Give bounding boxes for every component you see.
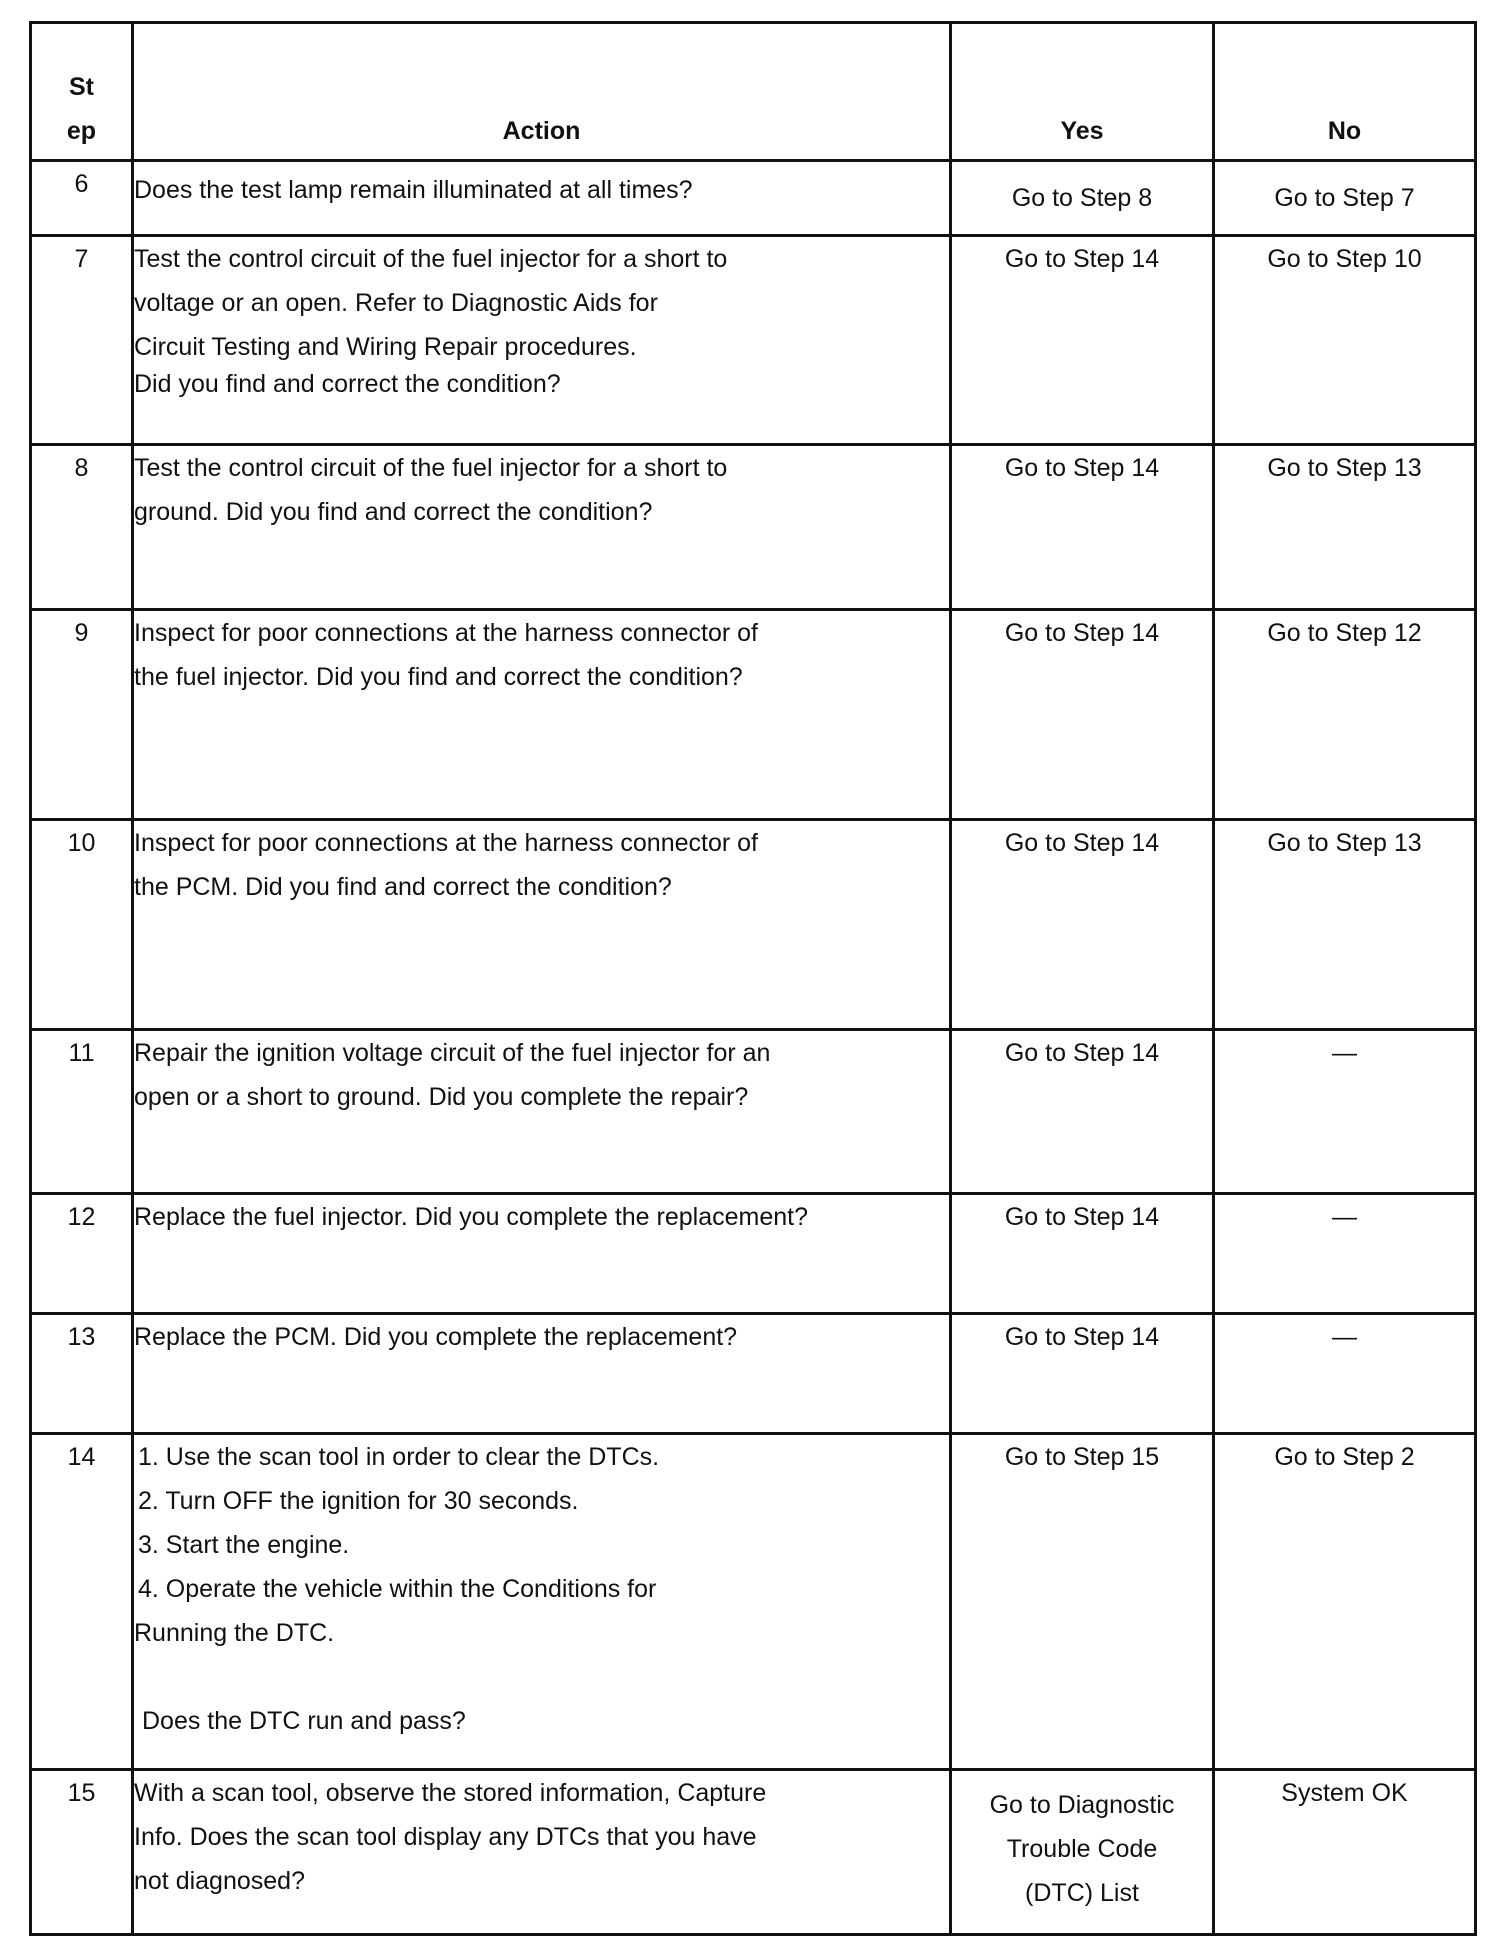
action-line: With a scan tool, observe the stored information, Capture	[134, 1779, 767, 1807]
action-line: Inspect for poor connections at the harness connector of	[134, 619, 758, 647]
table-row-step-15	[31, 1770, 1476, 1935]
header-step-line-1: St	[69, 73, 94, 101]
yes-text: Go to Step 14	[1004, 454, 1160, 482]
step-number: 10	[31, 820, 133, 1030]
step-number: 14	[31, 1434, 133, 1770]
table-row-step-8	[31, 445, 1476, 610]
action-cell	[133, 1770, 951, 1935]
action-line: Test the control circuit of the fuel injector for a short to	[134, 454, 728, 482]
action-line: ground. Did you find and correct the condition?	[134, 498, 653, 526]
action-line: the PCM. Did you find and correct the condition?	[134, 873, 672, 901]
yes-cell	[951, 1194, 1214, 1314]
yes-text: Go to Step 8	[1011, 184, 1153, 212]
yes-cell	[951, 1770, 1214, 1935]
yes-cell	[951, 1030, 1214, 1194]
no-cell: Go to Step 13	[1214, 820, 1476, 1030]
table-row-step-13	[31, 1314, 1476, 1434]
action-cell	[133, 1314, 951, 1434]
action-line: Replace the PCM. Did you complete the replacement?	[134, 1323, 738, 1351]
yes-text: Go to Diagnostic	[989, 1791, 1175, 1819]
step-number: 6	[31, 161, 133, 236]
table-row-step-11	[31, 1030, 1476, 1194]
yes-text: Go to Step 15	[1004, 1443, 1160, 1471]
yes-text: Go to Step 14	[1004, 829, 1160, 857]
action-line: Does the test lamp remain illuminated at all times?	[134, 176, 693, 204]
table-row-step-12	[31, 1194, 1476, 1314]
action-list-item: 2. Turn OFF the ignition for 30 seconds.	[138, 1487, 579, 1515]
step-number: 11	[31, 1030, 133, 1194]
action-cell	[133, 1434, 951, 1770]
step-number: 9	[31, 610, 133, 820]
no-cell: Go to Step 12	[1214, 610, 1476, 820]
yes-text: Go to Step 14	[1004, 245, 1160, 273]
table-row-step-9	[31, 610, 1476, 820]
header-action: Action	[133, 23, 951, 161]
yes-cell	[951, 610, 1214, 820]
action-line: Did you find and correct the condition?	[134, 370, 561, 398]
action-line: Circuit Testing and Wiring Repair procedures.	[134, 333, 637, 361]
action-cell	[133, 236, 951, 445]
action-cell	[133, 820, 951, 1030]
action-list-item: 3. Start the engine.	[138, 1531, 350, 1559]
action-question: Does the DTC run and pass?	[142, 1707, 466, 1735]
action-cell	[133, 161, 951, 236]
action-cell	[133, 610, 951, 820]
no-cell: —	[1214, 1030, 1476, 1194]
action-cell	[133, 445, 951, 610]
table-row-step-6	[31, 161, 1476, 236]
action-line: Inspect for poor connections at the harness connector of	[134, 829, 758, 857]
action-list-item: 4. Operate the vehicle within the Conditions for	[138, 1575, 657, 1603]
yes-cell	[951, 820, 1214, 1030]
action-line: Running the DTC.	[134, 1619, 335, 1647]
no-cell: Go to Step 13	[1214, 445, 1476, 610]
no-cell: System OK	[1214, 1770, 1476, 1935]
yes-text: Go to Step 14	[1004, 1203, 1160, 1231]
action-line: Repair the ignition voltage circuit of the fuel injector for an	[134, 1039, 771, 1067]
table-row-step-14	[31, 1434, 1476, 1770]
no-cell: Go to Step 10	[1214, 236, 1476, 445]
no-cell: —	[1214, 1314, 1476, 1434]
header-step-line-2: ep	[66, 117, 97, 145]
spacer	[134, 1655, 949, 1699]
yes-text: (DTC) List	[1025, 1879, 1139, 1907]
step-number: 7	[31, 236, 133, 445]
action-line: Info. Does the scan tool display any DTCs that you have	[134, 1823, 757, 1851]
yes-text: Go to Step 14	[1004, 1039, 1160, 1067]
action-line: the fuel injector. Did you find and correct the condition?	[134, 663, 743, 691]
yes-text: Go to Step 14	[1004, 1323, 1160, 1351]
step-number: 12	[31, 1194, 133, 1314]
yes-cell	[951, 445, 1214, 610]
no-cell: —	[1214, 1194, 1476, 1314]
step-number: 8	[31, 445, 133, 610]
yes-text: Go to Step 14	[1004, 619, 1160, 647]
yes-cell	[951, 236, 1214, 445]
action-line: voltage or an open. Refer to Diagnostic Aids for	[134, 289, 658, 317]
header-yes: Yes	[951, 23, 1214, 161]
action-list-item: 1. Use the scan tool in order to clear the DTCs.	[138, 1443, 660, 1471]
yes-text: Trouble Code	[1006, 1835, 1158, 1863]
step-number: 13	[31, 1314, 133, 1434]
no-cell: Go to Step 2	[1214, 1434, 1476, 1770]
yes-cell	[951, 161, 1214, 236]
action-line: open or a short to ground. Did you complete the repair?	[134, 1083, 749, 1111]
action-line: not diagnosed?	[134, 1867, 305, 1895]
table-row-step-7	[31, 236, 1476, 445]
action-line: Test the control circuit of the fuel injector for a short to	[134, 245, 728, 273]
yes-cell	[951, 1434, 1214, 1770]
header-no: No	[1214, 23, 1476, 161]
yes-cell	[951, 1314, 1214, 1434]
diagnostic-table	[29, 21, 1477, 1936]
action-cell	[133, 1194, 951, 1314]
no-cell: Go to Step 7	[1214, 161, 1476, 236]
step-number: 15	[31, 1770, 133, 1935]
action-line: Replace the fuel injector. Did you complete the replacement?	[134, 1203, 808, 1231]
action-cell	[133, 1030, 951, 1194]
table-row-step-10	[31, 820, 1476, 1030]
header-step	[31, 23, 133, 161]
